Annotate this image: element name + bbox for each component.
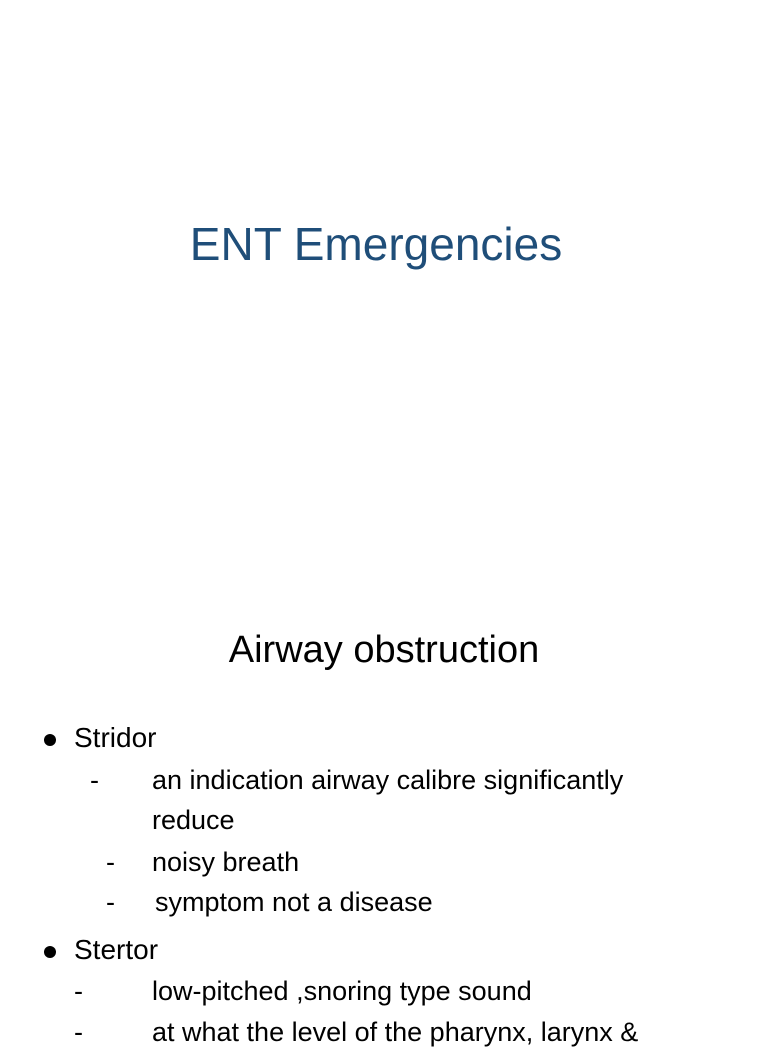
bullet-dot-icon [44, 734, 56, 746]
bullet-stertor [0, 930, 768, 970]
sub-item: at what the level of the pharynx, larynx & [152, 1017, 639, 1047]
section-heading: Airway obstruction [228, 629, 540, 671]
bullet-label: Stridor [74, 722, 157, 753]
sub-item: low-pitched ,snoring type sound [152, 976, 532, 1006]
dash-marker: - [106, 847, 115, 877]
slide-title: ENT Emergencies [189, 218, 563, 270]
sub-item-continued: reduce [152, 805, 235, 835]
dash-marker: - [106, 887, 115, 917]
dash-marker: - [74, 976, 83, 1006]
sub-item: an indication airway calibre significantly [152, 765, 624, 795]
dash-marker: - [90, 765, 99, 795]
bullet-label: Stertor [74, 934, 159, 965]
sub-item: noisy breath [152, 847, 300, 877]
bullet-dot-icon [44, 946, 56, 958]
dash-marker: - [74, 1017, 83, 1047]
sub-item: symptom not a disease [155, 887, 433, 917]
bullet-stridor [0, 718, 768, 758]
